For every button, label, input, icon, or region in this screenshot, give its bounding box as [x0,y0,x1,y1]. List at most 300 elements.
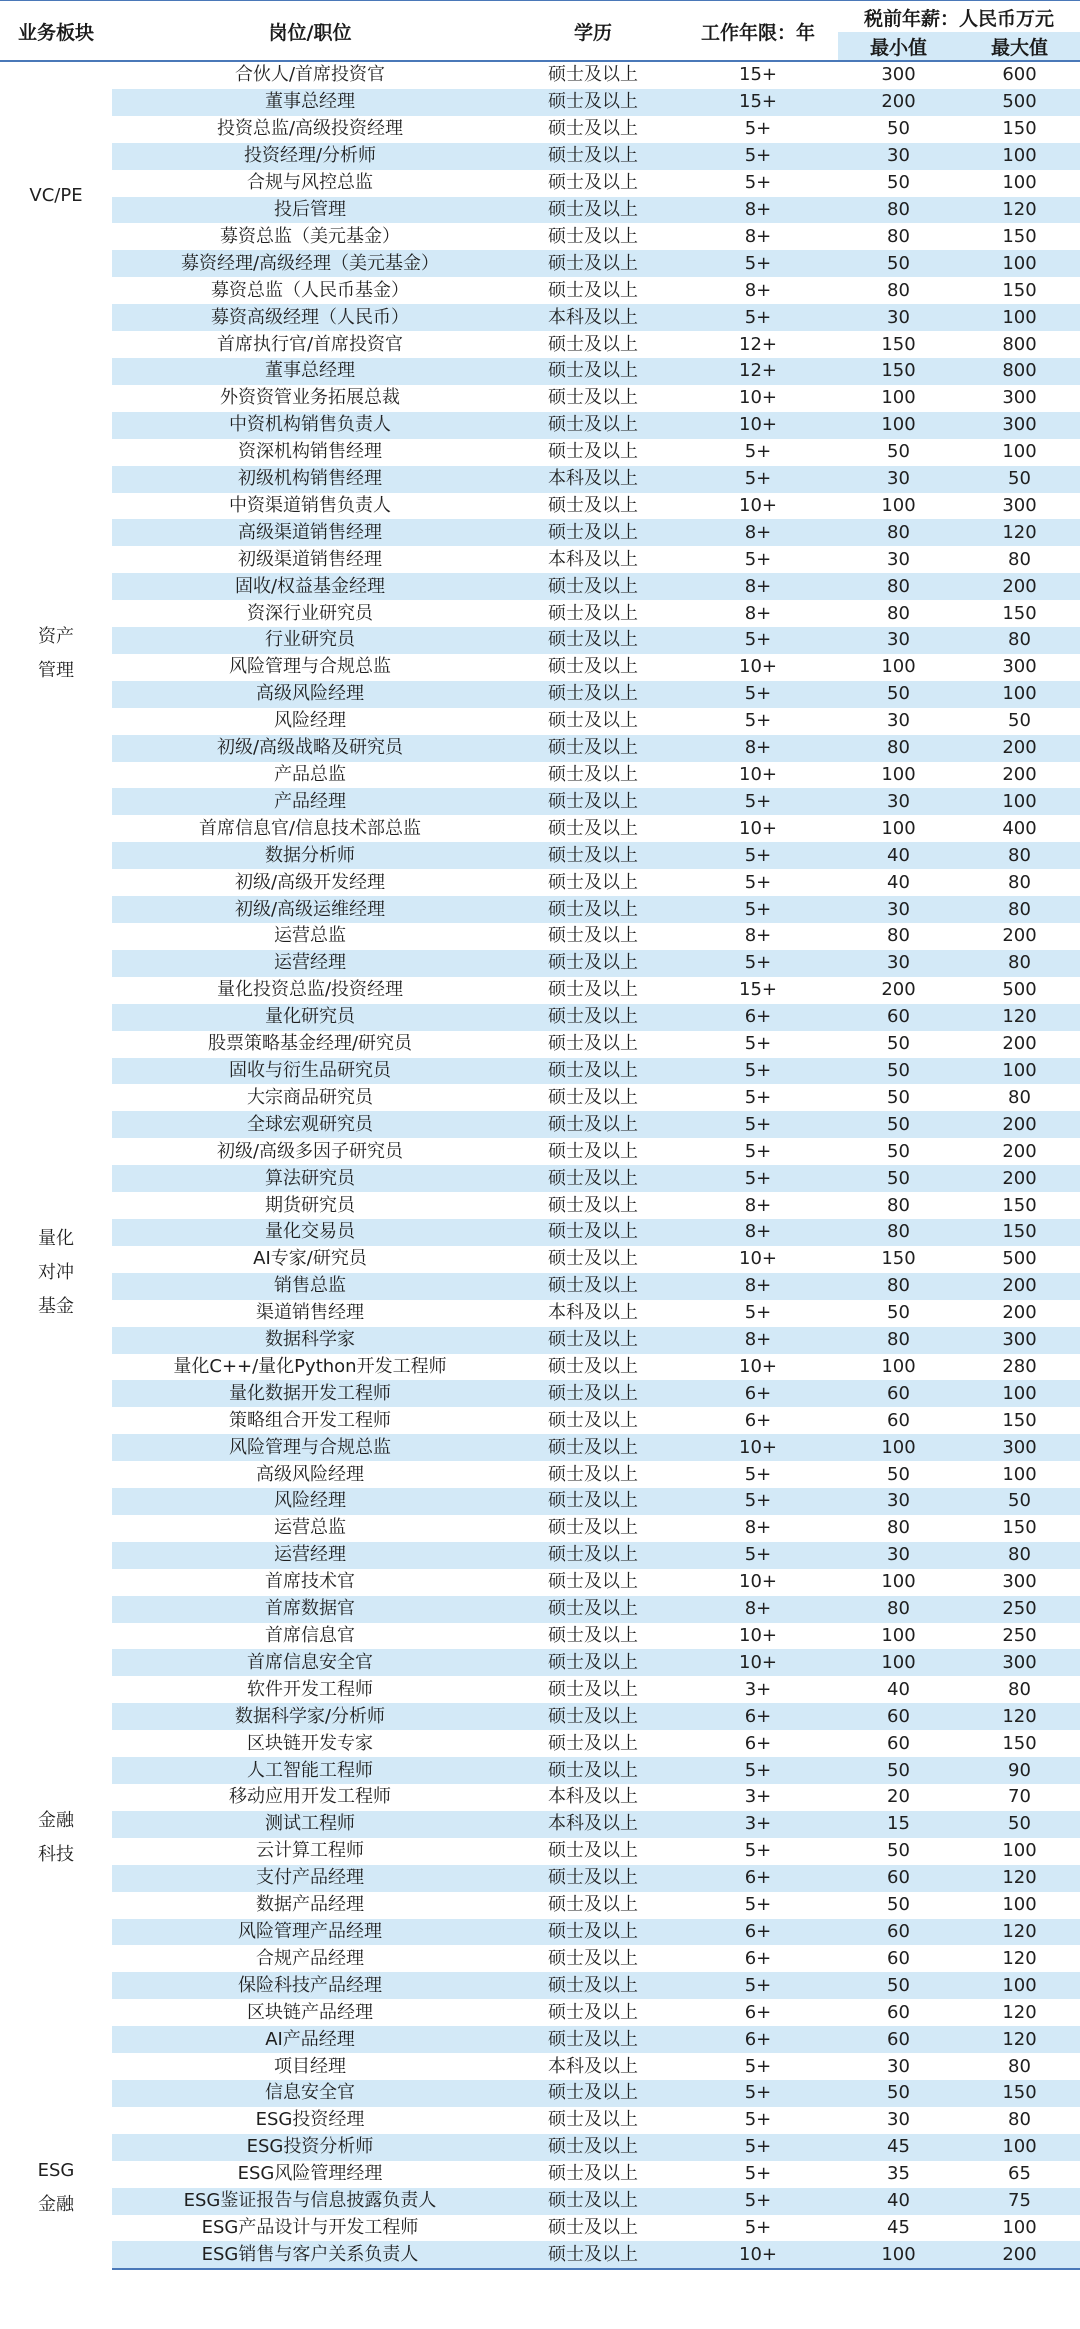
education-cell: 硕士及以上 [508,358,678,385]
years-cell: 15+ [678,89,838,116]
years-cell: 10+ [739,764,777,786]
min-cell: 30 [838,466,959,493]
min-cell: 15 [838,1811,959,1838]
title-cell: 大宗商品研究员 [247,1086,373,1108]
title-cell: 首席信息官/信息技术部总监 [198,817,422,839]
years-cell: 5+ [744,1086,772,1108]
max-cell: 250 [959,1596,1080,1623]
title-cell: 保险科技产品经理 [112,1972,508,1999]
max-cell: 150 [959,1219,1080,1246]
min-cell: 35 [887,2163,910,2185]
min-cell: 60 [838,1865,959,1892]
table-row [0,896,1080,923]
education-cell: 硕士及以上 [508,573,678,600]
sector-label [0,977,112,1569]
title-cell: ESG鉴证报告与信息披露负责人 [112,2188,508,2215]
years-cell: 6+ [678,1004,838,1031]
sector-label [0,2107,112,2269]
max-cell: 400 [1002,817,1037,839]
max-cell: 80 [959,950,1080,977]
years-cell: 5+ [678,2188,838,2215]
years-cell: 8+ [678,1327,838,1354]
education-cell: 硕士及以上 [548,2001,638,2023]
min-cell: 50 [838,2080,959,2107]
max-cell: 100 [959,681,1080,708]
table-row [0,1461,1080,1488]
years-cell: 5+ [678,681,838,708]
title-cell: 量化研究员 [112,1004,508,1031]
min-cell: 30 [838,1542,959,1569]
years-cell: 6+ [678,1865,838,1892]
table-row [0,1084,1080,1111]
min-cell: 50 [838,1058,959,1085]
max-cell: 300 [1002,656,1037,678]
min-cell: 80 [887,1194,910,1216]
title-cell: 人工智能工程师 [112,1757,508,1784]
max-cell: 150 [1002,1732,1037,1754]
years-cell: 15+ [739,979,777,1001]
title-cell: AI产品经理 [112,2026,508,2053]
min-cell: 80 [838,1327,959,1354]
sector-label-line: 金融 [38,2194,74,2216]
min-cell: 80 [838,1219,959,1246]
education-cell: 硕士及以上 [548,1517,638,1539]
min-cell: 50 [887,1140,910,1162]
education-cell: 硕士及以上 [548,1947,638,1969]
max-cell: 80 [1008,548,1031,570]
table-row [0,1380,1080,1407]
min-cell: 60 [887,1409,910,1431]
years-cell: 5+ [678,1972,838,1999]
title-cell: 量化数据开发工程师 [112,1380,508,1407]
min-cell: 50 [887,1463,910,1485]
table-row [0,1058,1080,1085]
years-cell: 5+ [678,1488,838,1515]
title-cell: 量化C++/量化Python开发工程师 [173,1355,447,1377]
education-cell: 硕士及以上 [508,681,678,708]
education-cell: 硕士及以上 [508,1972,678,1999]
min-cell: 30 [838,950,959,977]
years-cell: 10+ [678,1434,838,1461]
education-cell: 硕士及以上 [508,2188,678,2215]
max-cell: 200 [1002,1140,1037,1162]
table-row [0,977,1080,1004]
min-cell: 100 [881,764,916,786]
min-cell: 40 [838,2188,959,2215]
years-cell: 5+ [678,2080,838,2107]
title-cell: 固收与衍生品研究员 [112,1058,508,1085]
title-cell: 初级/高级多因子研究员 [216,1140,404,1162]
title-cell: 区块链开发专家 [247,1732,373,1754]
education-cell: 硕士及以上 [548,279,638,301]
table-row [0,61,1080,89]
years-cell: 8+ [744,602,772,624]
table-row [0,223,1080,250]
education-cell: 硕士及以上 [508,1596,678,1623]
education-cell: 硕士及以上 [548,979,638,1001]
title-cell: 运营总监 [274,1517,346,1539]
title-cell: 软件开发工程师 [247,1678,373,1700]
table-row [0,1596,1080,1623]
education-cell: 硕士及以上 [508,2241,678,2269]
education-cell: 硕士及以上 [548,925,638,947]
years-cell: 5+ [678,1058,838,1085]
sector-label-line: 资产 [38,625,74,647]
min-cell: 50 [838,1972,959,1999]
years-cell: 8+ [744,1194,772,1216]
education-cell: 硕士及以上 [508,1919,678,1946]
years-cell: 10+ [678,1649,838,1676]
min-cell: 100 [838,1649,959,1676]
education-cell: 硕士及以上 [548,1248,638,1270]
table-row [0,1031,1080,1058]
table-row [0,2188,1080,2215]
sector-label-line: VC/PE [29,185,83,207]
years-cell: 10+ [739,1571,777,1593]
table-row [0,1676,1080,1703]
max-cell: 50 [1008,710,1031,732]
max-cell: 150 [1002,1194,1037,1216]
min-cell: 50 [838,1165,959,1192]
table-row [0,1838,1080,1865]
education-cell: 硕士及以上 [548,441,638,463]
min-cell: 30 [887,2055,910,2077]
table-row [0,358,1080,385]
table-row [0,869,1080,896]
max-cell: 100 [1002,1840,1037,1862]
table-row [0,654,1080,681]
table-row [0,546,1080,573]
max-cell: 120 [959,1703,1080,1730]
years-cell: 5+ [744,1894,772,1916]
title-cell: 测试工程师 [112,1811,508,1838]
title-cell: 合规产品经理 [256,1947,364,1969]
education-cell: 硕士及以上 [548,1033,638,1055]
education-cell: 硕士及以上 [548,602,638,624]
title-cell: 销售总监 [112,1273,508,1300]
table-row [0,1219,1080,1246]
title-cell: 信息安全官 [112,2080,508,2107]
title-cell: 运营经理 [112,950,508,977]
education-cell: 硕士及以上 [508,519,678,546]
max-cell: 80 [959,842,1080,869]
table-row [0,2080,1080,2107]
title-cell: 算法研究员 [112,1165,508,1192]
table-row [0,250,1080,277]
max-cell: 500 [1002,979,1037,1001]
table-row [0,762,1080,789]
table-row [0,1999,1080,2026]
max-cell: 100 [1002,1463,1037,1485]
table-row [0,1165,1080,1192]
min-cell: 50 [887,1033,910,1055]
title-cell: 运营经理 [112,1542,508,1569]
table-row [0,1623,1080,1650]
max-cell: 80 [959,627,1080,654]
table-row [0,143,1080,170]
years-cell: 5+ [744,1840,772,1862]
title-cell: ESG销售与客户关系负责人 [112,2241,508,2269]
min-cell: 100 [838,2241,959,2269]
max-cell: 800 [1002,333,1037,355]
table-row [0,708,1080,735]
max-cell: 100 [1002,172,1037,194]
years-cell: 8+ [678,1596,838,1623]
table-row [0,493,1080,520]
sector-label-line: 量化 [38,1227,74,1249]
years-cell: 5+ [678,627,838,654]
years-cell: 12+ [678,358,838,385]
education-cell: 硕士及以上 [508,412,678,439]
title-cell: 初级/高级开发经理 [234,871,386,893]
min-cell: 150 [838,358,959,385]
table-body [0,61,1080,2269]
min-cell: 30 [838,788,959,815]
education-cell: 硕士及以上 [508,2080,678,2107]
title-cell: 数据科学家/分析师 [112,1703,508,1730]
years-cell: 5+ [744,118,772,140]
table-row [0,197,1080,224]
years-cell: 6+ [744,1409,772,1431]
years-cell: 5+ [678,250,838,277]
min-cell: 100 [881,1625,916,1647]
education-cell: 硕士及以上 [548,1409,638,1431]
years-cell: 8+ [744,279,772,301]
min-cell: 30 [838,627,959,654]
education-cell: 硕士及以上 [548,1194,638,1216]
education-cell: 硕士及以上 [508,2026,678,2053]
min-cell: 50 [887,118,910,140]
sector-label-line: ESG [37,2159,75,2181]
table-row [0,331,1080,358]
min-cell: 60 [838,1004,959,1031]
title-cell: 资深机构销售经理 [238,441,382,463]
title-cell: 初级渠道销售经理 [238,548,382,570]
title-cell: 首席信息官 [265,1625,355,1647]
table-row [0,573,1080,600]
title-cell: 风险管理产品经理 [112,1919,508,1946]
max-cell: 80 [1008,2109,1031,2131]
max-cell: 80 [1008,871,1031,893]
title-cell: 首席执行官/首席投资官 [216,333,404,355]
min-cell: 50 [887,1086,910,1108]
title-cell: 中资渠道销售负责人 [229,494,391,516]
max-cell: 100 [959,143,1080,170]
education-cell: 硕士及以上 [548,871,638,893]
min-cell: 60 [838,1380,959,1407]
years-cell: 10+ [739,817,777,839]
years-cell: 5+ [678,304,838,331]
years-cell: 5+ [744,172,772,194]
max-cell: 65 [1008,2163,1031,2185]
education-cell: 硕士及以上 [508,1004,678,1031]
table-row [0,923,1080,950]
min-cell: 60 [838,1919,959,1946]
years-cell: 5+ [744,710,772,732]
max-cell: 100 [1002,2216,1037,2238]
min-cell: 100 [881,1355,916,1377]
sector-label-line: 金融 [38,1809,74,1831]
title-cell: 募资总监（美元基金） [220,225,400,247]
table-row [0,1273,1080,1300]
min-cell: 50 [887,172,910,194]
years-cell: 10+ [739,494,777,516]
years-cell: 5+ [744,2055,772,2077]
education-cell: 硕士及以上 [548,1086,638,1108]
max-cell: 150 [1002,225,1037,247]
min-cell: 300 [881,64,916,86]
title-cell: 资深行业研究员 [247,602,373,624]
title-cell: 董事总经理 [112,89,508,116]
table-row [0,1515,1080,1542]
years-cell: 8+ [678,735,838,762]
title-cell: 高级风险经理 [256,1463,364,1485]
title-cell: 风险经理 [112,1488,508,1515]
title-cell: 高级渠道销售经理 [112,519,508,546]
min-cell: 150 [881,333,916,355]
header-salary: 税前年薪：人民币万元 [838,3,1080,32]
table-row [0,1865,1080,1892]
education-cell: 硕士及以上 [548,817,638,839]
education-cell: 硕士及以上 [548,494,638,516]
min-cell: 80 [887,279,910,301]
title-cell: 数据产品经理 [256,1894,364,1916]
education-cell: 硕士及以上 [548,64,638,86]
table-row [0,1488,1080,1515]
sector-label [0,331,112,977]
max-cell: 150 [1002,602,1037,624]
table-row [0,1892,1080,1919]
education-cell: 硕士及以上 [548,2216,638,2238]
min-cell: 50 [887,1894,910,1916]
max-cell: 120 [959,2026,1080,2053]
min-cell: 50 [838,681,959,708]
table-row [0,116,1080,143]
years-cell: 6+ [744,2001,772,2023]
max-cell: 200 [959,735,1080,762]
education-cell: 硕士及以上 [508,1058,678,1085]
years-cell: 8+ [678,197,838,224]
years-cell: 10+ [678,412,838,439]
years-cell: 3+ [744,1786,772,1808]
max-cell: 120 [959,519,1080,546]
education-cell: 本科及以上 [508,304,678,331]
years-cell: 8+ [678,519,838,546]
sector-label [0,1569,112,2107]
title-cell: 期货研究员 [265,1194,355,1216]
min-cell: 30 [838,1488,959,1515]
education-cell: 硕士及以上 [508,1703,678,1730]
max-cell: 50 [959,1811,1080,1838]
years-cell: 5+ [678,466,838,493]
education-cell: 硕士及以上 [548,118,638,140]
years-cell: 6+ [678,1919,838,1946]
title-cell: 首席技术官 [265,1571,355,1593]
table-row [0,1434,1080,1461]
min-cell: 80 [838,573,959,600]
years-cell: 5+ [678,2134,838,2161]
max-cell: 100 [959,250,1080,277]
title-cell: 中资机构销售负责人 [112,412,508,439]
max-cell: 80 [1008,1678,1031,1700]
max-cell: 100 [1002,441,1037,463]
title-cell: 投后管理 [112,197,508,224]
education-cell: 硕士及以上 [508,89,678,116]
sector-label-line: 管理 [38,659,74,681]
education-cell: 硕士及以上 [548,710,638,732]
min-cell: 30 [887,710,910,732]
max-cell: 100 [959,1380,1080,1407]
min-cell: 80 [887,1517,910,1539]
table-row [0,1246,1080,1273]
table-row [0,600,1080,627]
education-cell: 硕士及以上 [548,387,638,409]
table-row [0,1811,1080,1838]
title-cell: 风险管理与合规总监 [229,656,391,678]
table-row [0,815,1080,842]
min-cell: 80 [887,225,910,247]
education-cell: 硕士及以上 [548,2163,638,2185]
max-cell: 300 [1002,494,1037,516]
years-cell: 5+ [678,1757,838,1784]
max-cell: 150 [1002,1517,1037,1539]
max-cell: 150 [959,2080,1080,2107]
min-cell: 50 [887,1840,910,1862]
table-row [0,1327,1080,1354]
title-cell: 初级机构销售经理 [112,466,508,493]
min-cell: 150 [881,1248,916,1270]
title-cell: AI专家/研究员 [253,1248,367,1270]
table-row [0,735,1080,762]
max-cell: 100 [959,788,1080,815]
table-row [0,1945,1080,1972]
years-cell: 3+ [744,1678,772,1700]
education-cell: 硕士及以上 [508,842,678,869]
years-cell: 5+ [678,1165,838,1192]
table-row [0,1757,1080,1784]
table-row [0,2241,1080,2269]
min-cell: 40 [838,842,959,869]
min-cell: 30 [838,143,959,170]
title-cell: 渠道销售经理 [256,1302,364,1324]
years-cell: 8+ [744,925,772,947]
min-cell: 60 [887,2001,910,2023]
education-cell: 硕士及以上 [548,225,638,247]
education-cell: 硕士及以上 [508,627,678,654]
table-row [0,627,1080,654]
years-cell: 10+ [678,2241,838,2269]
max-cell: 100 [959,2134,1080,2161]
education-cell: 硕士及以上 [548,172,638,194]
education-cell: 硕士及以上 [508,1865,678,1892]
table-row [0,1354,1080,1381]
header-years: 工作年限：年 [678,3,838,61]
header-sector: 业务板块 [0,3,112,61]
min-cell: 100 [881,817,916,839]
education-cell: 本科及以上 [548,2055,638,2077]
header-education: 学历 [508,3,678,61]
min-cell: 60 [838,2026,959,2053]
title-cell: 行业研究员 [112,627,508,654]
education-cell: 硕士及以上 [508,1111,678,1138]
table-row [0,170,1080,197]
table-row [0,89,1080,116]
title-cell: 产品总监 [274,764,346,786]
max-cell: 80 [1008,2055,1031,2077]
education-cell: 硕士及以上 [548,333,638,355]
education-cell: 本科及以上 [548,1302,638,1324]
min-cell: 80 [838,197,959,224]
